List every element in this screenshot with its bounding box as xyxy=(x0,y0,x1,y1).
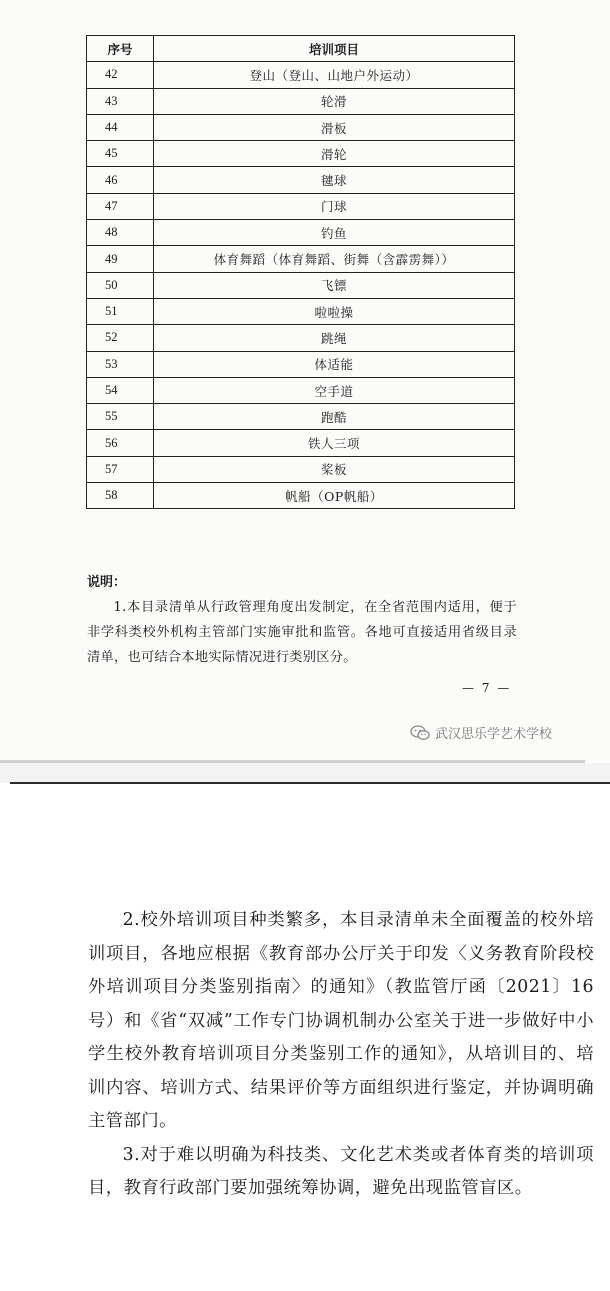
row-num: 56 xyxy=(87,430,154,456)
table-row xyxy=(87,456,515,482)
training-items-table xyxy=(86,35,515,509)
row-item-name: 铁人三项 xyxy=(154,430,515,456)
row-num: 53 xyxy=(87,351,154,377)
row-item-name: 门球 xyxy=(154,193,515,219)
row-num: 55 xyxy=(87,404,154,430)
row-num: 51 xyxy=(87,298,154,324)
row-num: 42 xyxy=(87,62,154,88)
table-header-row xyxy=(87,36,515,62)
row-item-name: 啦啦操 xyxy=(154,298,515,324)
row-item-name: 跳绳 xyxy=(154,325,515,351)
row-item-name: 体适能 xyxy=(154,351,515,377)
header-num: 序号 xyxy=(87,36,154,62)
notes-paragraph-2: 2.校外培训项目种类繁多，本目录清单未全面覆盖的校外培训项目，各地应根据《教育部办公厅关于印发〈义务教育阶段校外培训项目分类鉴别指南〉的通知》（教监管厅函〔2021〕16号）和《省“双减”工作专门协调机制办公室关于进一步做好中小学生校外教育培训项目分类鉴别工作的通知》，从培训目的、培训内容、培训方式、结果评价等方面组织进行鉴定，并协调明确主管部门。 xyxy=(88,910,594,1131)
table-row xyxy=(87,404,515,430)
table-row xyxy=(87,430,515,456)
table-row xyxy=(87,351,515,377)
watermark-text: 武汉思乐学艺术学校 xyxy=(435,727,553,742)
wechat-icon xyxy=(410,725,430,741)
row-item-name: 桨板 xyxy=(154,456,515,482)
table-row xyxy=(87,193,515,219)
row-item-name: 飞镖 xyxy=(154,272,515,298)
row-num: 43 xyxy=(87,88,154,114)
row-num: 58 xyxy=(87,483,154,509)
notes-paragraph-1: 1.本目录清单从行政管理角度出发制定，在全省范围内适用，便于非学科类校外机构主管部门实施审批和监管。各地可直接适用省级目录清单，也可结合本地实际情况进行类别区分。 xyxy=(87,600,517,665)
row-item-name: 毽球 xyxy=(154,167,515,193)
table-row xyxy=(87,220,515,246)
row-num: 50 xyxy=(87,272,154,298)
row-num: 52 xyxy=(87,325,154,351)
table-row xyxy=(87,246,515,272)
table-row xyxy=(87,483,515,509)
page-divider xyxy=(10,782,610,784)
table-row xyxy=(87,167,515,193)
row-num: 46 xyxy=(87,167,154,193)
page-number: — 7 — xyxy=(462,681,512,695)
row-item-name: 空手道 xyxy=(154,377,515,403)
table-row xyxy=(87,298,515,324)
header-name: 培训项目 xyxy=(154,36,515,62)
page-gap xyxy=(0,763,610,783)
table-row xyxy=(87,141,515,167)
document-page-8-text xyxy=(88,904,594,1206)
row-item-name: 帆船（OP帆船） xyxy=(154,483,515,509)
row-item-name: 体育舞蹈（体育舞蹈、街舞（含霹雳舞）） xyxy=(154,246,515,272)
row-item-name: 跑酷 xyxy=(154,404,515,430)
row-num: 44 xyxy=(87,114,154,140)
row-num: 57 xyxy=(87,456,154,482)
row-item-name: 钓鱼 xyxy=(154,220,515,246)
row-num: 54 xyxy=(87,377,154,403)
table-body xyxy=(87,62,515,509)
row-item-name: 滑板 xyxy=(154,114,515,140)
table-row xyxy=(87,325,515,351)
table-row xyxy=(87,88,515,114)
row-num: 47 xyxy=(87,193,154,219)
notes-paragraph-3: 3.对于难以明确为科技类、文化艺术类或者体育类的培训项目，教育行政部门要加强统筹协调，避免出现监管盲区。 xyxy=(88,1144,594,1198)
table-row xyxy=(87,272,515,298)
row-num: 48 xyxy=(87,220,154,246)
row-item-name: 轮滑 xyxy=(154,88,515,114)
row-num: 49 xyxy=(87,246,154,272)
table-row xyxy=(87,62,515,88)
table-row xyxy=(87,377,515,403)
row-item-name: 登山（登山、山地户外运动） xyxy=(154,62,515,88)
notes-title: 说明： xyxy=(87,575,127,590)
table-row xyxy=(87,114,515,140)
watermark xyxy=(410,723,552,742)
row-num: 45 xyxy=(87,141,154,167)
row-item-name: 滑轮 xyxy=(154,141,515,167)
